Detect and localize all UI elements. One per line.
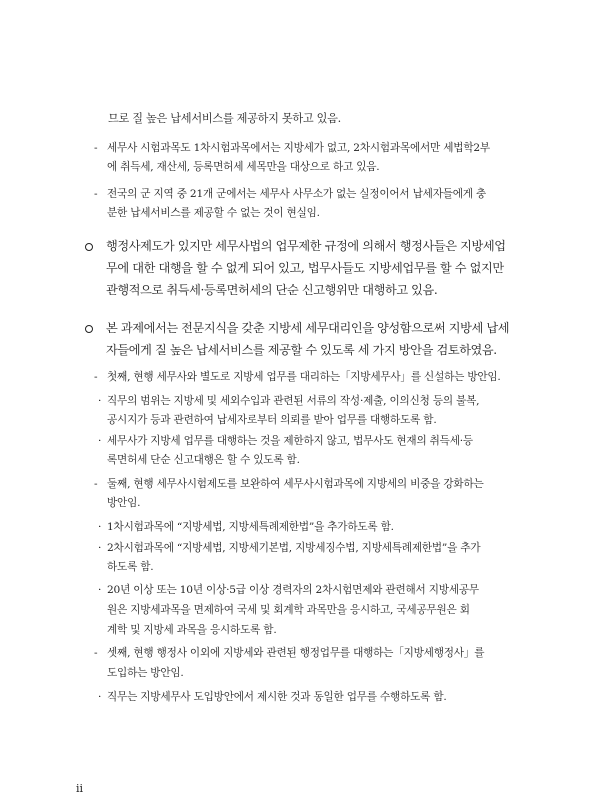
para1-line-2: 무에 대한 대행을 할 수 없게 되어 있고, 법무사들도 지방세업무를 할 수 없지만	[106, 261, 504, 275]
first-dot2-line-2: 록면허세 단순 신고대행은 할 수 있도록 함.	[107, 454, 300, 466]
circle-bullet-icon	[85, 243, 93, 251]
second-dot2-line-1: 2차시험과목에 “지방세법, 지방세기본법, 지방세징수법, 지방세특례제한법”을 추가	[107, 542, 481, 554]
dash-mark: -	[94, 142, 98, 154]
dash-mark: -	[94, 647, 98, 659]
dash-mark: -	[94, 478, 98, 490]
circle-bullet-icon	[85, 325, 93, 333]
para1-line-3: 관행적으로 취득세·등록면허세의 단순 신고행위만 대행하고 있음.	[106, 283, 438, 297]
intro-tail-text: 므로 질 높은 납세서비스를 제공하지 못하고 있음.	[108, 112, 341, 125]
third-dot1-line-1: 직무는 지방세무사 도입방안에서 제시한 것과 동일한 업무를 수행하도록 함.	[107, 691, 447, 703]
third-line-2: 도입하는 방안임.	[107, 667, 184, 679]
first-dot1-line-1: 직무의 범위는 지방세 및 세외수입과 관련된 서류의 작성·제출, 이의신청 등의 불복,	[107, 395, 480, 407]
second-dot3-line-1: 20년 이상 또는 10년 이상·5급 이상 경력자의 2차시험면제와 관련해서 지방세공무	[107, 584, 479, 596]
dash-mark: -	[94, 188, 98, 200]
para2-line-1: 본 과제에서는 전문지식을 갖춘 지방세 세무대리인을 양성함으로써 지방세 납세	[106, 321, 510, 335]
dot-mark: ·	[98, 542, 102, 554]
dot-mark: ·	[98, 435, 102, 447]
third-line-1: 셋째, 현행 행정사 이외에 지방세와 관련된 행정업무를 대행하는「지방세행정사」를	[107, 647, 485, 659]
first-line-1: 첫째, 현행 세무사와 별도로 지방세 업무를 대리하는「지방세무사」를 신설하는 방안임.	[107, 371, 501, 383]
dot-mark: ·	[98, 521, 102, 533]
dash2-line-1: 전국의 군 지역 중 21개 군에서는 세무사 사무소가 없는 실정이어서 납세자들에게 충	[107, 188, 487, 200]
para2-line-2: 자들에게 질 높은 납세서비스를 제공할 수 있도록 세 가지 방안을 검토하였음.	[106, 343, 497, 357]
second-line-2: 방안임.	[107, 497, 141, 509]
first-dot1-line-2: 공시지가 등과 관련하여 납세자로부터 의뢰를 받아 업무를 대행하도록 함.	[107, 414, 437, 426]
dash-mark: -	[94, 371, 98, 383]
dot-mark: ·	[98, 395, 102, 407]
second-dot1-line-1: 1차시험과목에 “지방세법, 지방세특례제한법”을 추가하도록 함.	[107, 521, 394, 533]
dash1-line-2: 에 취득세, 재산세, 등록면허세 세목만을 대상으로 하고 있음.	[107, 161, 380, 173]
dot-mark: ·	[98, 691, 102, 703]
dot-mark: ·	[98, 584, 102, 596]
dash2-line-2: 분한 납세서비스를 제공할 수 없는 것이 현실임.	[107, 207, 320, 219]
second-dot2-line-2: 하도록 함.	[107, 561, 154, 573]
second-line-1: 둘째, 현행 세무사시험제도를 보완하여 세무사시험과목에 지방세의 비중을 강화하는	[107, 478, 484, 490]
para1-line-1: 행정사제도가 있지만 세무사법의 업무제한 규정에 의해서 행정사들은 지방세업	[106, 239, 506, 253]
first-dot2-line-1: 세무사가 지방세 업무를 대행하는 것을 제한하지 않고, 법무사도 현재의 취득세·등	[107, 435, 473, 447]
page-number: ii	[76, 782, 84, 795]
second-dot3-line-3: 계학 및 지방세 과목을 응시하도록 함.	[107, 624, 277, 636]
second-dot3-line-2: 원은 지방세과목을 면제하여 국세 및 회계학 과목만을 응시하고, 국세공무원은 회	[107, 604, 470, 616]
dash1-line-1: 세무사 시험과목도 1차시험과목에서는 지방세가 없고, 2차시험과목에서만 세법학2부	[107, 142, 490, 154]
